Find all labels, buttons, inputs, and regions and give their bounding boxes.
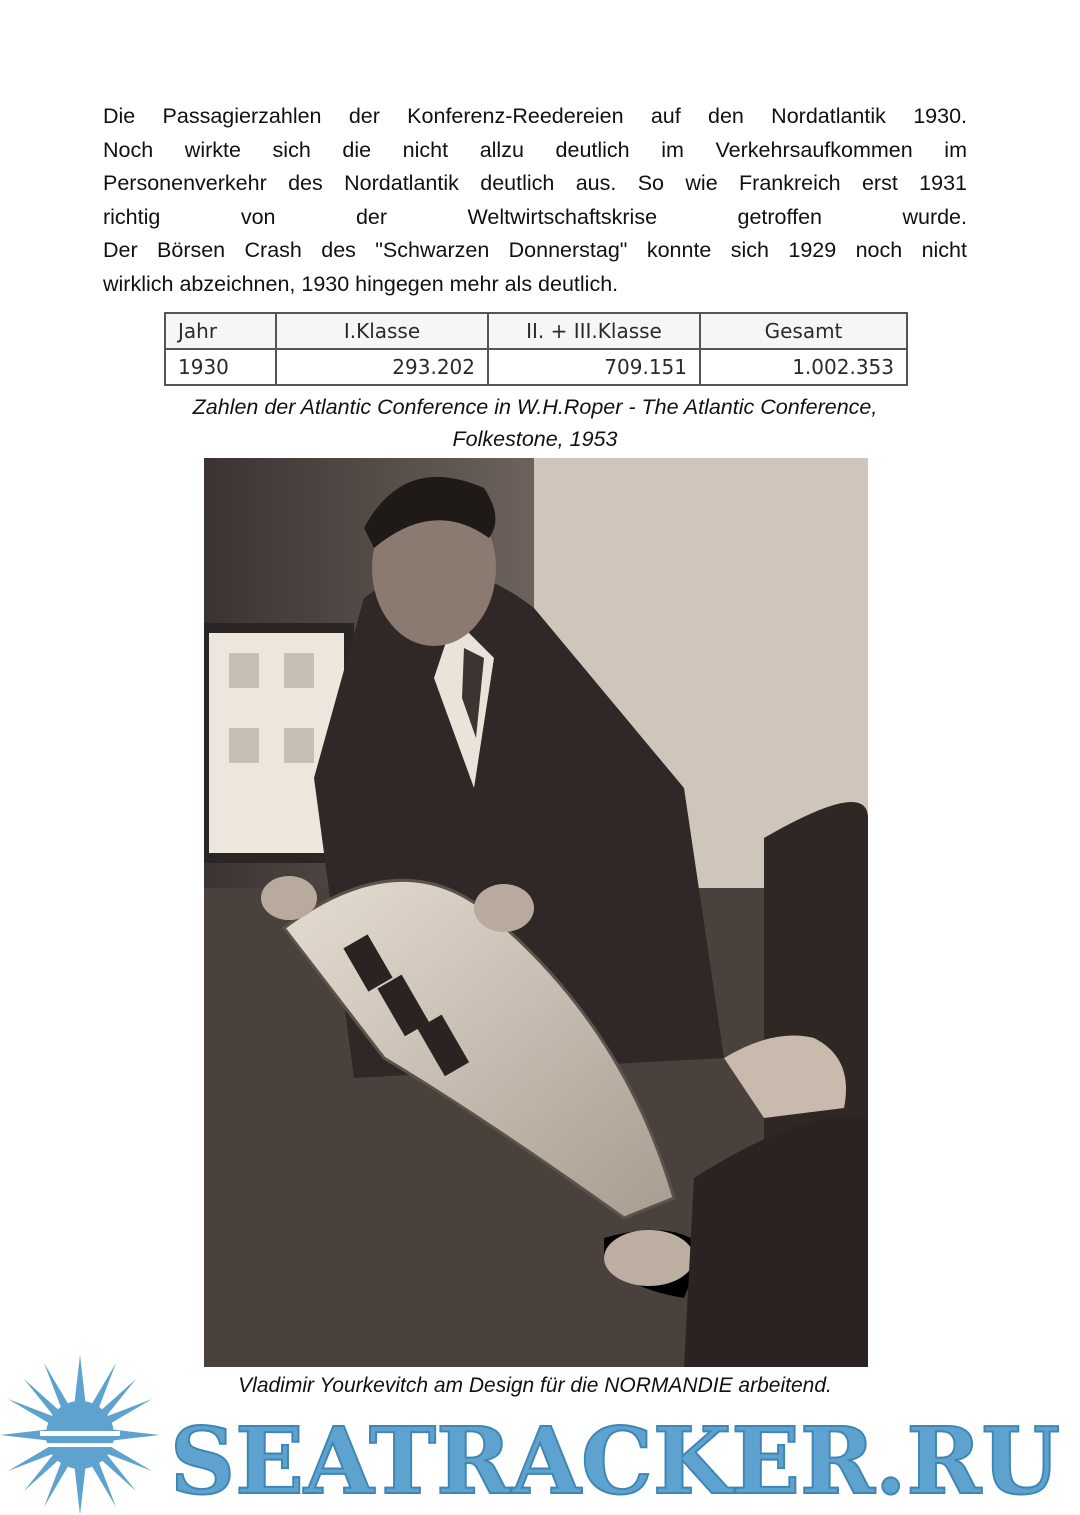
photo-caption: Vladimir Yourkevitch am Design für die NORMANDIE arbeitend. xyxy=(238,1374,832,1397)
cell-year: 1930 xyxy=(165,349,276,385)
table-row xyxy=(165,349,907,385)
historical-photo xyxy=(204,458,868,1367)
header-first-class: I.Klasse xyxy=(276,313,488,349)
table-caption-line: Folkestone, 1953 xyxy=(452,427,618,451)
header-year: Jahr xyxy=(165,313,276,349)
paragraph-line: wirklich abzeichnen, 1930 hingegen mehr als deutlich. xyxy=(103,271,619,296)
header-total: Gesamt xyxy=(700,313,907,349)
cell-total: 1.002.353 xyxy=(700,349,907,385)
table-caption xyxy=(103,391,967,455)
sun-icon xyxy=(0,1355,160,1515)
paragraph-line: Noch wirkte sich die nicht allzu deutlich im Verkehrsaufkommen im xyxy=(103,137,967,162)
cell-first-class: 293.202 xyxy=(276,349,488,385)
paragraph-line: Personenverkehr des Nordatlantik deutlich aus. So wie Frankreich erst 1931 xyxy=(103,171,967,195)
table-header-row xyxy=(165,313,907,349)
paragraph-line: Der Börsen Crash des "Schwarzen Donnerstag" konnte sich 1929 noch nicht xyxy=(103,238,967,262)
paragraph-line: richtig von der Weltwirtschaftskrise getroffen wurde. xyxy=(103,204,967,229)
table-caption-line: Zahlen der Atlantic Conference in W.H.Roper - The Atlantic Conference, xyxy=(192,395,878,419)
seatracker-logo xyxy=(0,1355,1080,1515)
watermark-text: SEATRACKER.RU xyxy=(170,1407,1060,1515)
passenger-table xyxy=(164,312,908,386)
body-paragraph xyxy=(103,100,967,301)
paragraph-line: Die Passagierzahlen der Konferenz-Reedereien auf den Nordatlantik 1930. xyxy=(103,104,967,128)
cell-second-third-class: 709.151 xyxy=(488,349,700,385)
header-second-third-class: II. + III.Klasse xyxy=(488,313,700,349)
